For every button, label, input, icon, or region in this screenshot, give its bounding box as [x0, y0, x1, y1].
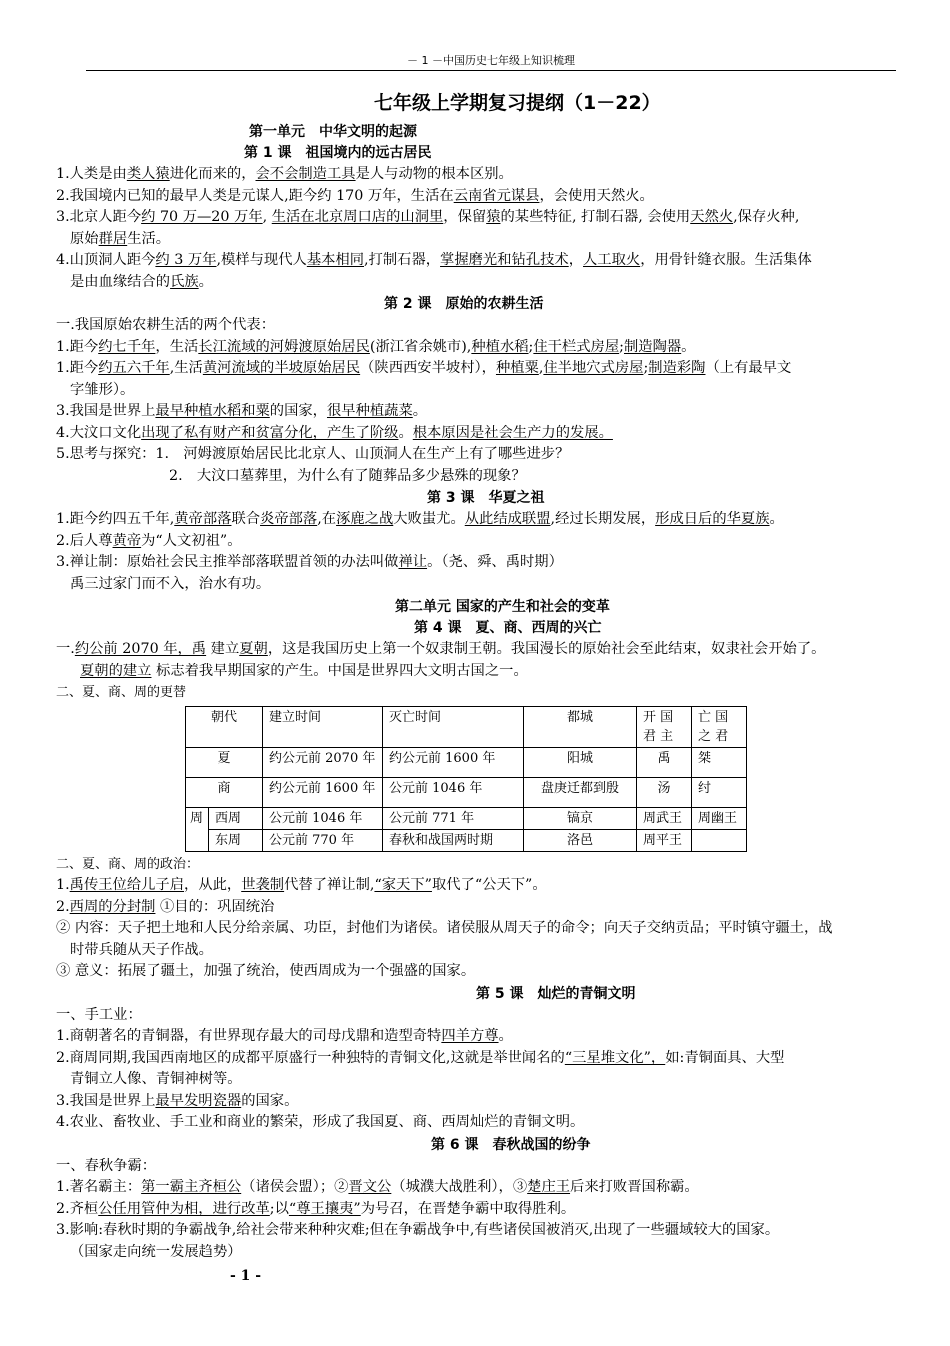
underlined-key-term: 黄河流域的半坡原始居民 [202, 360, 361, 376]
table-cell: 夏 [186, 747, 263, 777]
underlined-key-term: 禹传王位给儿子启 [69, 877, 185, 893]
text-segment: 建立 [206, 641, 240, 657]
lesson-2-item-1 [56, 337, 896, 359]
text-segment: ;以 [269, 1200, 289, 1217]
lesson-3-item-2 [56, 531, 896, 553]
table-header-row [186, 706, 747, 747]
text-segment: 一. [56, 641, 75, 657]
underlined-key-term: 约七千年 [98, 338, 156, 355]
lesson-2-item-2-cont: 字雏形）。 [70, 381, 135, 398]
underlined-key-term: 住半地穴式房屋 [543, 360, 644, 376]
table-cell: 周幽王 [692, 807, 747, 829]
text-segment: （诸侯会盟）；② [241, 1179, 349, 1195]
text-segment: 1. [56, 877, 70, 893]
table-cell [692, 829, 747, 851]
text-segment: ，用骨针缝衣服。生活集体 [640, 252, 812, 268]
text-segment: 2.后人尊 [56, 532, 113, 549]
text-segment: （陕西西安半坡村）， [360, 360, 496, 376]
lesson-3-item-3-cont: 禹三过家门而不入，治水有功。 [70, 575, 271, 592]
lesson-2-item-4 [56, 423, 896, 445]
text-segment: 取代了“公天下”。 [431, 877, 547, 893]
text-segment: ,经过长期发展， [550, 511, 656, 527]
text-segment: 的国家， [269, 403, 327, 419]
text-segment: 是由血缘结合的 [70, 273, 171, 290]
text-segment: 1.距今 [56, 360, 99, 376]
table-cell: 盘庚迁都到殷 [524, 777, 637, 807]
lesson-5-item-2 [56, 1048, 896, 1070]
text-segment: 3.北京人距今 [56, 209, 142, 225]
header-rule [86, 70, 896, 71]
table-cell: 约公元前 1600 年 [383, 747, 524, 777]
lesson-2-title: 第 2 课 原始的农耕生活 [384, 296, 544, 312]
unit-2-title: 第二单元 国家的产生和社会的变革 [395, 599, 610, 615]
lesson-5-item-2-cont: 青铜立人像、青铜神树等。 [70, 1071, 242, 1087]
lesson-6-item-2 [56, 1199, 896, 1221]
lesson-5-item-3 [56, 1091, 896, 1113]
lesson-5-item-1 [56, 1026, 896, 1048]
underlined-key-term: 约五六千年 [98, 360, 170, 376]
text-segment: 代替了禅让制, [284, 877, 375, 893]
underlined-key-term: 人工取火 [583, 252, 641, 268]
text-segment: ①目的：巩固统治 [155, 898, 275, 915]
underlined-key-term: 生活在北京周口店的山洞里 [271, 209, 444, 225]
lesson-4-item-2 [56, 875, 896, 897]
text-segment: ; [619, 338, 624, 355]
lesson-5-intro: 一、手工业： [56, 1006, 142, 1023]
lesson-6-item-1 [56, 1177, 896, 1199]
table-cell: 公元前 771 年 [383, 807, 524, 829]
underlined-key-term: 根本原因是社会生产力的发展。 [412, 424, 613, 441]
underlined-key-term: 住干栏式房屋 [533, 338, 620, 355]
text-segment: ,打制石器， [364, 252, 441, 268]
underlined-key-term: 黄帝部落 [174, 511, 232, 527]
underlined-key-term: 约公前 2070 年，禹 [74, 641, 207, 657]
lesson-4-item-3-content-cont: 时带兵随从天子作战。 [70, 941, 213, 958]
underlined-key-term: 最早种植水稻和粟 [155, 403, 270, 419]
text-segment: 。 [412, 403, 428, 419]
table-cell: 西周 [209, 807, 263, 829]
text-segment: ，从此， [184, 877, 242, 893]
text-segment: 。 [398, 424, 413, 441]
running-header: － 1 －中国历史七年级上知识梳理 [407, 54, 575, 67]
page-number: - 1 - [230, 1268, 262, 1284]
text-segment: , [262, 209, 272, 225]
text-segment: 生活。 [127, 230, 171, 247]
text-segment: 。 [769, 511, 784, 527]
document-title: 七年级上学期复习提纲（1－22） [374, 92, 661, 114]
text-segment: ; [643, 360, 649, 376]
text-segment: 。 [198, 273, 213, 290]
underlined-key-term: 制造彩陶 [648, 360, 706, 376]
lesson-6-intro: 一、春秋争霸： [56, 1157, 157, 1174]
lesson-2-item-5: 5.思考与探究：1. 河姆渡原始居民比北京人、山顶洞人在生产上有了哪些进步？ [56, 446, 570, 462]
text-segment: 的某些特征, 打制石器, 会使用 [500, 209, 691, 225]
table-cell: 公元前 1046 年 [383, 777, 524, 807]
underlined-key-term: 猿 [486, 209, 501, 225]
underlined-key-term: 第一霸主齐桓公 [141, 1179, 242, 1195]
text-segment: 后来打败晋国称霸。 [570, 1179, 699, 1195]
underlined-key-term: 种植水稻 [471, 338, 529, 355]
underlined-key-term: 最早发明瓷器 [155, 1092, 242, 1109]
text-segment: 1.人类是由 [56, 166, 127, 182]
lesson-1-item-1 [56, 164, 896, 186]
underlined-key-term: 种植粟 [495, 360, 539, 376]
text-segment: 1.距今约四五千年, [56, 511, 175, 527]
underlined-key-term: 形成日后的华夏族 [655, 511, 770, 527]
table-cell: 公元前 1046 年 [263, 807, 383, 829]
text-segment: 原始 [70, 230, 99, 247]
text-segment: 3.禅让制：原始社会民主推举部落联盟首领的办法叫做 [56, 554, 399, 570]
text-segment: 1.距今 [56, 338, 99, 355]
lesson-1-item-4 [56, 250, 896, 272]
text-segment: 是人与动物的根本区别。 [355, 166, 513, 182]
lesson-4-title: 第 4 课 夏、商、西周的兴亡 [414, 620, 602, 636]
lesson-6-item-3-cont: （国家走向统一发展趋势） [70, 1243, 242, 1260]
text-segment: ，这是我国历史上第一个奴隶制王朝。我国漫长的原始社会至此结束，奴隶社会开始了。 [267, 641, 826, 657]
underlined-key-term: “尊王攘夷” [288, 1200, 361, 1217]
lesson-1-item-3-cont [56, 229, 896, 251]
table-cell: 桀 [692, 747, 747, 777]
underlined-key-term: 公任用管仲为相，进行改革 [98, 1200, 270, 1217]
table-row [186, 829, 747, 851]
lesson-1-item-2 [56, 186, 896, 208]
table-cell: 约公元前 2070 年 [263, 747, 383, 777]
lesson-4-item-3 [56, 897, 896, 919]
table-cell: 汤 [637, 777, 692, 807]
lesson-4-item-1-cont [56, 661, 896, 683]
text-segment: ,生活 [169, 360, 203, 376]
lesson-1-item-3 [56, 207, 896, 229]
table-header-cell: 亡 国 之 君 [692, 706, 747, 747]
table-cell: 周武王 [637, 807, 692, 829]
text-segment: 进化而来的， [169, 166, 256, 182]
underlined-key-term: 约 3 万年 [155, 252, 217, 268]
underlined-key-term: 类人猿 [126, 166, 170, 182]
text-segment: 。 [681, 338, 696, 355]
table-cell: 纣 [692, 777, 747, 807]
underlined-key-term: 从此结成联盟 [464, 511, 551, 527]
table-cell: 春秋和战国两时期 [383, 829, 524, 851]
underlined-key-term: 长江流域的河姆渡原始居民 [198, 338, 370, 355]
underlined-key-term: “三星堆文化”， [564, 1049, 666, 1066]
underlined-key-term: 四羊方尊 [441, 1028, 499, 1044]
dynasty-table [185, 706, 747, 852]
text-segment: 为号召，在晋楚争霸中取得胜利。 [360, 1200, 576, 1217]
table-cell: 阳城 [524, 747, 637, 777]
text-segment: 如:青铜面具、大型 [665, 1049, 785, 1066]
lesson-2-item-3 [56, 401, 896, 423]
table-cell: 约公元前 1600 年 [263, 777, 383, 807]
text-segment: 。 [498, 1028, 513, 1044]
underlined-key-term: 掌握磨光和钻孔技术 [440, 252, 569, 268]
unit-1-title: 第一单元 中华文明的起源 [249, 124, 417, 140]
table-header-cell: 都城 [524, 706, 637, 747]
document-body [56, 90, 896, 1263]
table-cell-zhou: 周 [186, 807, 209, 851]
underlined-key-term: 夏朝 [239, 641, 268, 657]
text-segment: 的国家。 [241, 1092, 299, 1109]
underlined-key-term: 西周的分封制 [69, 898, 156, 915]
underlined-key-term: 基本相同 [306, 252, 365, 268]
underlined-key-term: 会不会制造工具 [255, 166, 356, 182]
text-segment: 。（尧、舜、禹时期） [427, 554, 563, 570]
table-cell: 公元前 770 年 [263, 829, 383, 851]
underlined-key-term: 制造陶器 [623, 338, 682, 355]
lesson-3-item-3 [56, 552, 896, 574]
table-cell: 洛邑 [524, 829, 637, 851]
text-segment: ,保存火种, [733, 209, 800, 225]
underlined-key-term: 夏朝的建立 [80, 662, 152, 679]
underlined-key-term: 黄帝 [112, 532, 142, 549]
lesson-5-item-4: 4.农业、畜牧业、手工业和商业的繁荣，形成了我国夏、商、西周灿烂的青铜文明。 [56, 1114, 585, 1130]
table-header-cell: 朝代 [186, 706, 263, 747]
table-cell: 东周 [209, 829, 263, 851]
lesson-6-title: 第 6 课 春秋战国的纷争 [431, 1136, 591, 1153]
text-segment: (浙江省余姚市), [369, 338, 472, 355]
text-segment: 1.著名霸主： [56, 1179, 142, 1195]
underlined-key-term: 涿鹿之战 [336, 511, 394, 527]
lesson-4-item-3-significance: ③ 意义：拓展了疆土，加强了统治，使西周成为一个强盛的国家。 [56, 963, 476, 979]
lesson-2-item-5-q2: 2. 大汶口墓葬里，为什么有了随葬品多少悬殊的现象？ [169, 467, 526, 484]
text-segment: ，保留 [443, 209, 487, 225]
underlined-key-term: 世袭制 [241, 877, 285, 893]
lesson-2-item-2 [56, 358, 896, 380]
lesson-3-item-1 [56, 509, 896, 531]
lesson-4-item-1 [56, 639, 896, 661]
underlined-key-term: 约 70 万—20 万年 [141, 209, 263, 225]
table-row [186, 747, 747, 777]
text-segment: 2.商周同期,我国西南地区的成都平原盛行一种独特的青铜文化,这就是举世闻名的 [56, 1049, 565, 1066]
text-segment: ,在 [317, 511, 337, 527]
text-segment: ，会使用天然火。 [539, 187, 654, 204]
text-segment: 3.我国是世界上 [56, 403, 156, 419]
table-row [186, 807, 747, 829]
text-segment: 2.齐桓 [56, 1200, 99, 1217]
text-segment: 联合 [231, 511, 261, 527]
lesson-6-item-3: 3.影响:春秋时期的争霸战争,给社会带来种种灾难;但在争霸战争中,有些诸侯国被消灭,出现了一些疆域较大的国家。 [56, 1222, 780, 1238]
table-header-cell: 灭亡时间 [383, 706, 524, 747]
underlined-key-term: 天然火 [690, 209, 734, 225]
lesson-4-table-caption: 二、夏、商、周的更替 [56, 685, 187, 700]
underlined-key-term: 群居 [98, 230, 128, 247]
lesson-2-intro: 一.我国原始农耕生活的两个代表： [56, 317, 275, 333]
text-segment: 2.我国境内已知的最早人类是元谋人,距今约 170 万年，生活在 [56, 187, 454, 204]
text-segment: ,模样与现代人 [216, 252, 307, 268]
table-row [186, 777, 747, 807]
text-segment: 大败蚩尤。 [393, 511, 465, 527]
table-cell: 商 [186, 777, 263, 807]
underlined-key-term: “家天下” [374, 877, 432, 893]
text-segment: ，生活 [155, 338, 199, 355]
lesson-1-item-4-cont [56, 272, 896, 294]
text-segment: , [538, 360, 544, 376]
lesson-4-item-3-content: ② 内容：天子把土地和人民分给亲属、功臣，封他们为诸侯。诸侯服从周天子的命令；向天子交纳贡品；平时镇守疆土，战 [56, 920, 833, 936]
text-segment: 4.山顶洞人距今 [56, 252, 156, 268]
text-segment: ， [568, 252, 584, 268]
text-segment: （上有最早文 [705, 360, 792, 376]
text-segment: 标志着我早期国家的产生。中国是世界四大文明古国之一。 [151, 662, 528, 679]
underlined-key-term: 云南省元谋县 [453, 187, 540, 204]
lesson-4-politics-heading: 二、夏、商、周的政治： [56, 856, 200, 872]
text-segment: 1.商朝著名的青铜器，有世界现存最大的司母戊鼎和造型奇特 [56, 1028, 442, 1044]
text-segment: 4.大汶口文化 [56, 424, 142, 441]
underlined-key-term: 氏族 [170, 273, 199, 290]
underlined-key-term: 晋文公 [348, 1179, 392, 1195]
table-cell: 镐京 [524, 807, 637, 829]
underlined-key-term: 出现了私有财产和贫富分化，产生了阶级 [141, 424, 399, 441]
text-segment: 2. [56, 898, 70, 915]
text-segment: （城濮大战胜利），③ [391, 1179, 528, 1195]
underlined-key-term: 禅让 [398, 554, 428, 570]
underlined-key-term: 炎帝部落 [260, 511, 318, 527]
text-segment: 3.我国是世界上 [56, 1092, 156, 1109]
table-header-cell: 开 国 君 主 [637, 706, 692, 747]
text-segment: 为“人文初祖”。 [141, 532, 242, 549]
lesson-5-title: 第 5 课 灿烂的青铜文明 [476, 985, 636, 1002]
underlined-key-term: 很早种植蔬菜 [326, 403, 413, 419]
lesson-1-title: 第 1 课 祖国境内的远古居民 [244, 145, 432, 161]
table-header-cell: 建立时间 [263, 706, 383, 747]
table-cell: 禹 [637, 747, 692, 777]
text-segment: ; [528, 338, 534, 355]
lesson-3-title: 第 3 课 华夏之祖 [427, 490, 545, 506]
underlined-key-term: 楚庄王 [527, 1179, 571, 1195]
table-cell: 周平王 [637, 829, 692, 851]
